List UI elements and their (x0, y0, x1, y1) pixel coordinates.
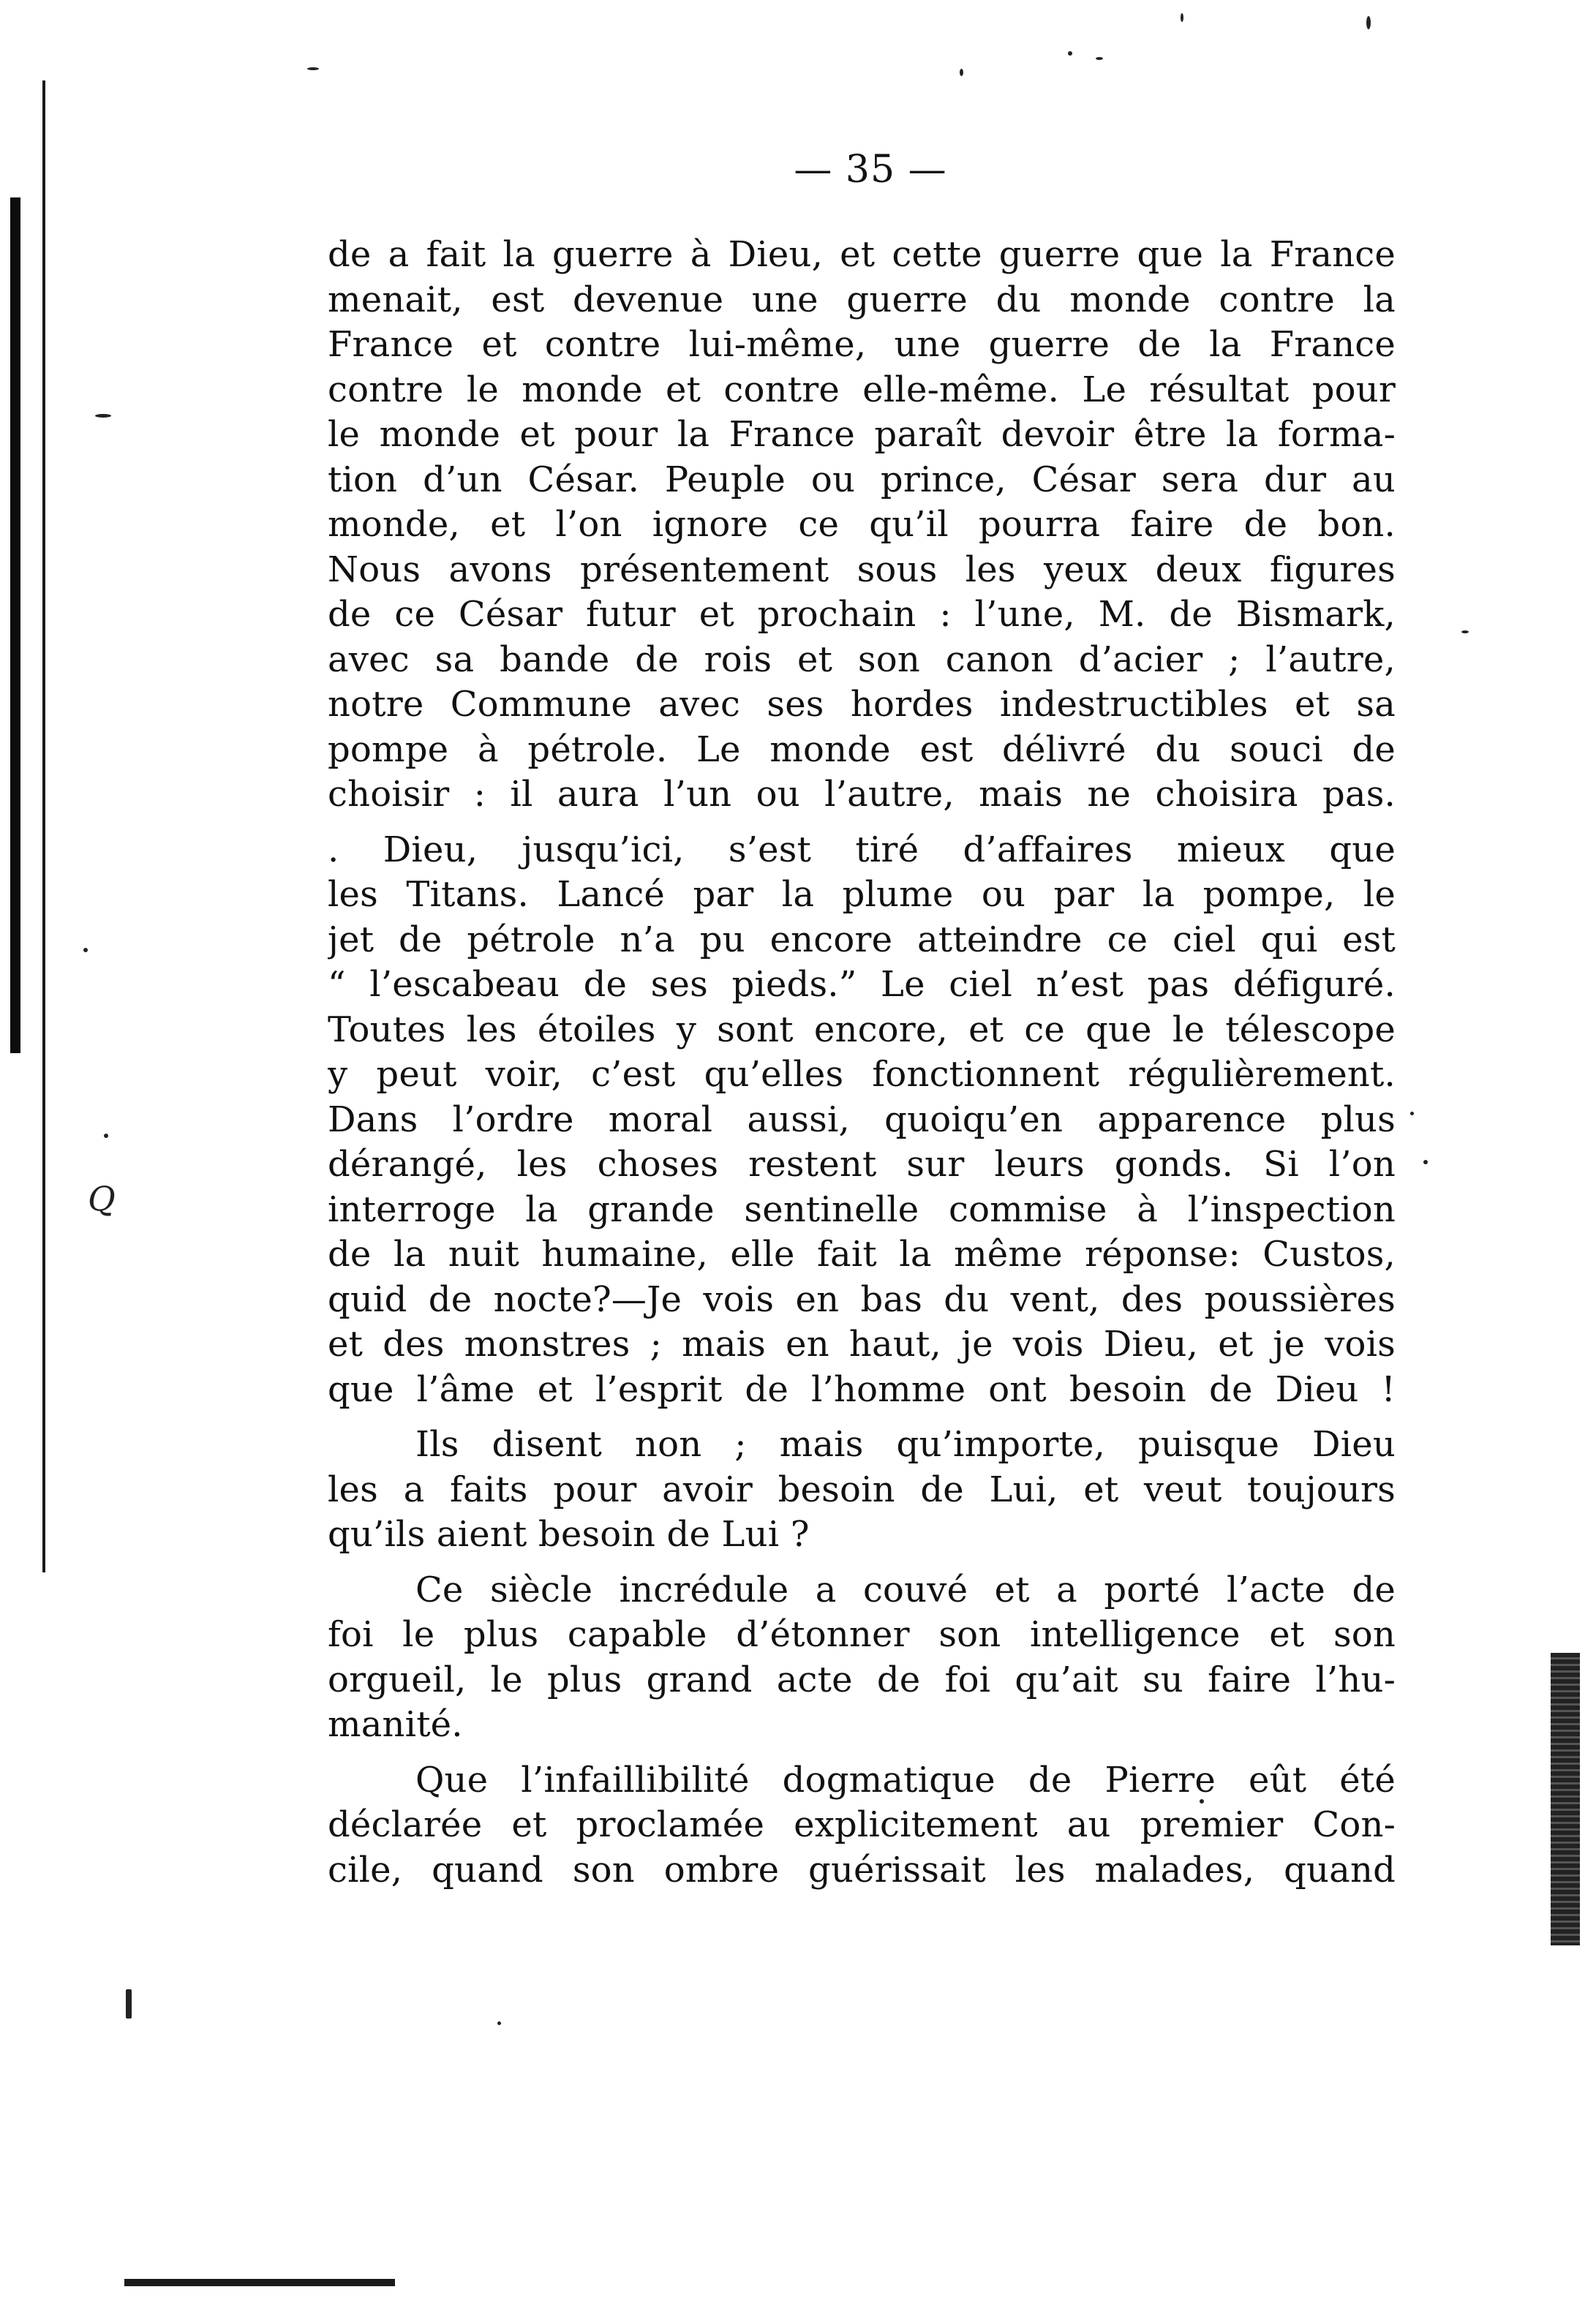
scan-edge-bar-right (1551, 1653, 1580, 1945)
text-line: que l’âme et l’esprit de l’homme ont besoin de Dieu ! (328, 1368, 1396, 1410)
text-line: Que l’infaillibilité dogmatique de Pierre eût été (415, 1759, 1396, 1801)
text-line: manité. (328, 1704, 463, 1745)
text-line: qu’ils aient besoin de Lui ? (328, 1514, 810, 1555)
text-line: pompe à pétrole. Le monde est délivré du souci de (328, 728, 1396, 770)
text-line: France et contre lui-même, une guerre de la France (328, 324, 1396, 365)
text-line: orgueil, le plus grand acte de foi qu’ait su faire l’hu- (328, 1659, 1396, 1700)
text-line: Ce siècle incrédule a couvé et a porté l’acte de (415, 1569, 1396, 1610)
scan-speck (95, 414, 111, 418)
text-line: . Dieu, jusqu’ici, s’est tiré d’affaires mieux que (328, 829, 1396, 870)
text-line: Ils disent non ; mais qu’importe, puisque Dieu (415, 1424, 1396, 1465)
text-line: les Titans. Lancé par la plume ou par la pompe, le (328, 874, 1396, 915)
text-line: menait, est devenue une guerre du monde contre la (328, 279, 1396, 320)
text-line: et des monstres ; mais en haut, je vois Dieu, et je vois (328, 1324, 1396, 1365)
text-line: cile, quand son ombre guérissait les malades, quand (328, 1849, 1396, 1891)
scan-speck (1461, 630, 1469, 633)
text-line: contre le monde et contre elle-même. Le résultat pour (328, 369, 1396, 410)
text-line: tion d’un César. Peuple ou prince, César sera dur au (328, 459, 1396, 500)
text-line: notre Commune avec ses hordes indestructibles et sa (328, 684, 1396, 725)
paragraph (328, 233, 1396, 818)
paragraph (328, 1758, 1396, 1893)
text-line: de la nuit humaine, elle fait la même réponse: Custos, (328, 1234, 1396, 1275)
scan-speck (1423, 1160, 1428, 1164)
text-line: “ l’escabeau de ses pieds.” Le ciel n’est pas défiguré. (328, 964, 1396, 1005)
scan-speck (1181, 13, 1183, 22)
text-line: Nous avons présentement sous les yeux deux figures (328, 549, 1396, 590)
scan-speck (307, 67, 319, 70)
scan-edge-bar-left (10, 197, 20, 1053)
scan-speck (497, 2021, 501, 2025)
text-line: quid de nocte?—Je vois en bas du vent, des poussières (328, 1278, 1396, 1320)
text-line: choisir : il aura l’un ou l’autre, mais ne choisira pas. (328, 774, 1396, 815)
paragraph (328, 1422, 1396, 1558)
text-line: déclarée et proclamée explicitement au premier Con- (328, 1804, 1396, 1845)
text-line: les a faits pour avoir besoin de Lui, et veut toujours (328, 1469, 1396, 1510)
text-line: le monde et pour la France paraît devoir être la forma- (328, 414, 1396, 455)
paragraph (328, 1568, 1396, 1748)
scan-speck (104, 1134, 108, 1138)
scan-bottom-rule (124, 2279, 395, 2286)
text-line: dérangé, les choses restent sur leurs gonds. Si l’on (328, 1144, 1396, 1185)
text-line: jet de pétrole n’a pu encore atteindre ce ciel qui est (328, 919, 1396, 960)
scan-margin-line (42, 80, 45, 1572)
text-line: de ce César futur et prochain : l’une, M. de Bismark, (328, 594, 1396, 635)
text-line: Dans l’ordre moral aussi, quoiqu’en apparence plus (328, 1098, 1396, 1140)
scan-speck (1096, 57, 1103, 60)
text-line: y peut voir, c’est qu’elles fonctionnent régulièrement. (328, 1054, 1396, 1095)
scan-speck (1366, 16, 1371, 29)
page-number: — 35 — (794, 148, 947, 192)
margin-handwritten-mark: Q (88, 1179, 116, 1218)
text-line: Toutes les étoiles y sont encore, et ce que le télescope (328, 1009, 1396, 1050)
text-line: monde, et l’on ignore ce qu’il pourra faire de bon. (328, 504, 1396, 545)
text-line: interroge la grande sentinelle commise à l’inspection (328, 1188, 1396, 1230)
scan-speck (126, 1989, 132, 2019)
scan-speck (1068, 51, 1072, 56)
text-line: avec sa bande de rois et son canon d’acier ; l’autre, (328, 638, 1396, 680)
scan-speck (960, 69, 963, 76)
text-line: foi le plus capable d’étonner son intelligence et son (328, 1614, 1396, 1655)
text-line: de a fait la guerre à Dieu, et cette guerre que la France (328, 234, 1396, 275)
scan-speck (1410, 1112, 1414, 1115)
body-text (328, 233, 1396, 1893)
scan-speck (83, 948, 88, 952)
paragraph (328, 828, 1396, 1413)
